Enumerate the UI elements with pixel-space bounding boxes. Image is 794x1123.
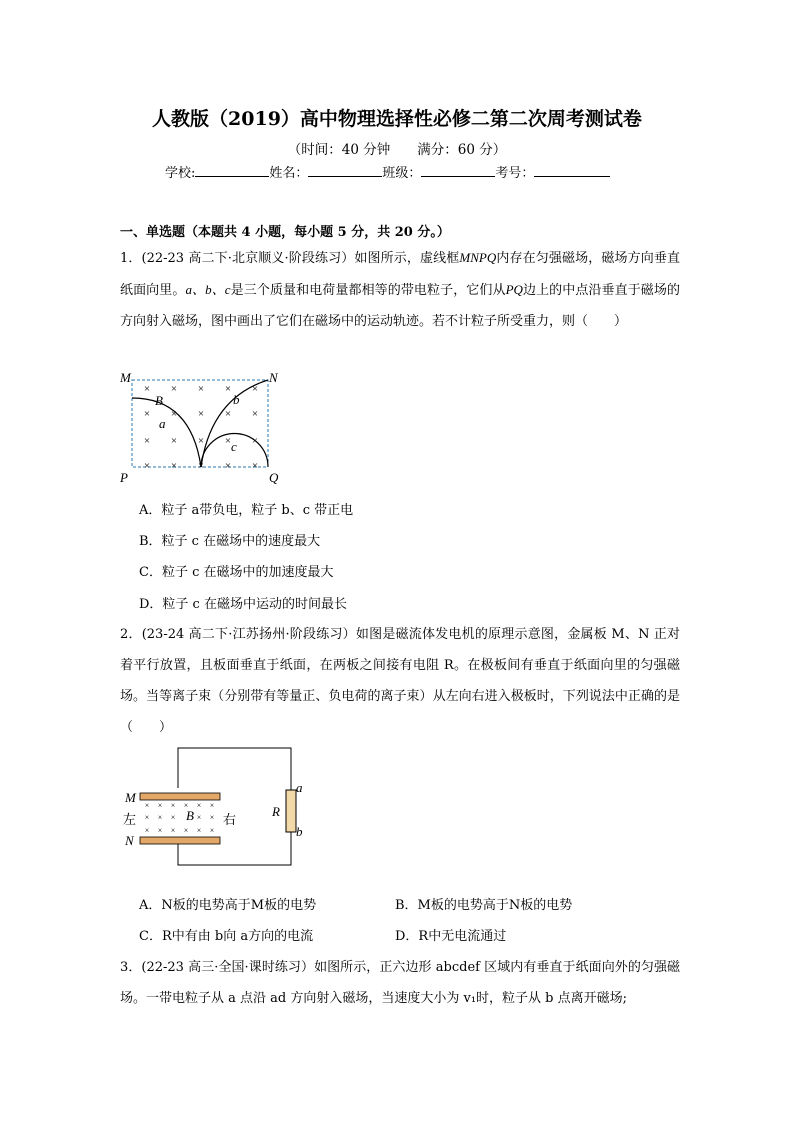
svg-text:×: ×: [251, 435, 259, 447]
exam-time-score: （时间：40 分钟 满分：60 分）: [287, 142, 507, 158]
class-label: 班级：: [382, 166, 422, 181]
question-2-source: 2．(23-24 高二下·江苏扬州·阶段练习）: [120, 627, 356, 642]
plate-field-crosses: [145, 801, 215, 835]
plate-m: [140, 793, 220, 800]
q2-option-c[interactable]: C．R中有由 b向 a方向的电流: [139, 929, 314, 944]
svg-text:×: ×: [157, 826, 163, 835]
svg-text:×: ×: [197, 408, 205, 420]
svg-text:×: ×: [196, 813, 202, 822]
school-label: 学校:: [165, 166, 196, 181]
svg-text:×: ×: [224, 435, 232, 447]
svg-text:×: ×: [144, 826, 150, 835]
q1-option-a[interactable]: A．粒子 a带负电，粒子 b、c 带正电: [139, 503, 354, 518]
svg-text:×: ×: [197, 460, 205, 472]
page-title: 人教版（2019）高中物理选择性必修二第二次周考测试卷: [152, 108, 642, 130]
svg-text:B: B: [155, 393, 163, 408]
class-blank[interactable]: [421, 162, 495, 177]
svg-text:×: ×: [170, 383, 178, 395]
question-3-source: 3．(22-23 高三·全国·课时练习）: [120, 960, 315, 975]
svg-text:右: 右: [223, 812, 237, 827]
svg-text:×: ×: [157, 801, 163, 810]
svg-text:b: b: [233, 392, 240, 407]
svg-text:×: ×: [157, 813, 163, 822]
svg-text:×: ×: [143, 435, 151, 447]
svg-text:×: ×: [144, 813, 150, 822]
q2-option-b[interactable]: B．M板的电势高于N板的电势: [395, 898, 573, 913]
q1-option-c[interactable]: C．粒子 c 在磁场中的加速度最大: [139, 565, 334, 580]
svg-text:R: R: [272, 804, 280, 819]
svg-text:×: ×: [251, 383, 259, 395]
svg-text:×: ×: [251, 408, 259, 420]
svg-text:×: ×: [183, 826, 189, 835]
svg-text:×: ×: [170, 460, 178, 472]
exam-number-label: 考号：: [495, 166, 535, 181]
q1-option-d[interactable]: D．粒子 c 在磁场中运动的时间最长: [139, 597, 347, 612]
svg-text:×: ×: [170, 435, 178, 447]
svg-text:a: a: [159, 416, 166, 431]
svg-text:N: N: [269, 370, 278, 385]
trajectory-a: [132, 398, 201, 467]
plate-n: [140, 837, 220, 844]
resistor-r: [286, 790, 296, 832]
svg-text:M: M: [125, 790, 136, 805]
svg-text:M: M: [120, 370, 131, 385]
svg-text:×: ×: [144, 801, 150, 810]
svg-text:×: ×: [209, 801, 215, 810]
question-3-stem: 3．(22-23 高三·全国·课时练习）如图所示，正六边形 abcdef 区域内有垂直于纸面向外的匀强磁场。一带电粒子从 a 点沿 ad 方向射入磁场，当速度大小为 v₁时，粒子从 b 点离开磁场;: [120, 960, 680, 1006]
svg-text:×: ×: [224, 408, 232, 420]
svg-text:×: ×: [197, 435, 205, 447]
svg-text:×: ×: [251, 460, 259, 472]
name-blank[interactable]: [308, 162, 382, 177]
svg-text:左: 左: [123, 812, 137, 827]
q1-option-b[interactable]: B．粒子 c 在磁场中的速度最大: [139, 534, 321, 549]
svg-text:×: ×: [143, 383, 151, 395]
question-1-source: 1．(22-23 高二下·北京顺义·阶段练习）: [120, 251, 355, 266]
question-1-figure: [115, 368, 290, 486]
q2-option-d[interactable]: D．R中无电流通过: [395, 929, 507, 944]
svg-text:×: ×: [224, 383, 232, 395]
svg-text:a: a: [296, 780, 303, 795]
svg-text:×: ×: [209, 826, 215, 835]
question-1-stem: 1．(22-23 高二下·北京顺义·阶段练习）如图所示，虚线框MNPQ内存在匀强磁场，磁场方向垂直纸面向里。a、b、c是三个质量和电荷量都相等的带电粒子，它们从PQ边上的中点沿垂直于磁场的方向射入磁场，图中画出了它们在磁场中的运动轨迹。若不计粒子所受重力，则（ ）: [120, 250, 680, 329]
svg-text:Q: Q: [269, 470, 279, 485]
svg-text:×: ×: [170, 801, 176, 810]
svg-text:P: P: [120, 470, 128, 485]
svg-text:×: ×: [170, 408, 178, 420]
svg-text:N: N: [125, 833, 134, 848]
svg-text:×: ×: [224, 460, 232, 472]
svg-text:×: ×: [196, 801, 202, 810]
svg-text:×: ×: [143, 460, 151, 472]
svg-text:×: ×: [197, 383, 205, 395]
svg-text:×: ×: [209, 813, 215, 822]
student-info-line: [165, 162, 610, 181]
section-heading: 一、单选题（本题共 4 小题，每小题 5 分，共 20 分。）: [120, 225, 450, 240]
svg-text:b: b: [296, 824, 303, 839]
svg-text:×: ×: [170, 826, 176, 835]
exam-number-blank[interactable]: [534, 162, 610, 177]
svg-text:c: c: [231, 439, 237, 454]
svg-text:×: ×: [143, 408, 151, 420]
q2-option-a[interactable]: A．N板的电势高于M板的电势: [139, 898, 317, 913]
svg-text:B: B: [186, 808, 194, 823]
svg-text:×: ×: [196, 826, 202, 835]
name-label: 姓名：: [269, 166, 309, 181]
school-blank[interactable]: [195, 162, 269, 177]
svg-text:×: ×: [170, 813, 176, 822]
svg-text:×: ×: [183, 801, 189, 810]
question-2-stem: 2．(23-24 高二下·江苏扬州·阶段练习）如图是磁流体发电机的原理示意图，金属板 M、N 正对着平行放置，且板面垂直于纸面，在两板之间接有电阻 R。在极板间有垂直于纸面向里的匀强磁场。当等离子束（分别带有等量正、负电荷的离子束）从左向右进入极板时，下列说法中正确的是（ ）: [120, 627, 681, 735]
question-2-figure: [115, 740, 315, 870]
